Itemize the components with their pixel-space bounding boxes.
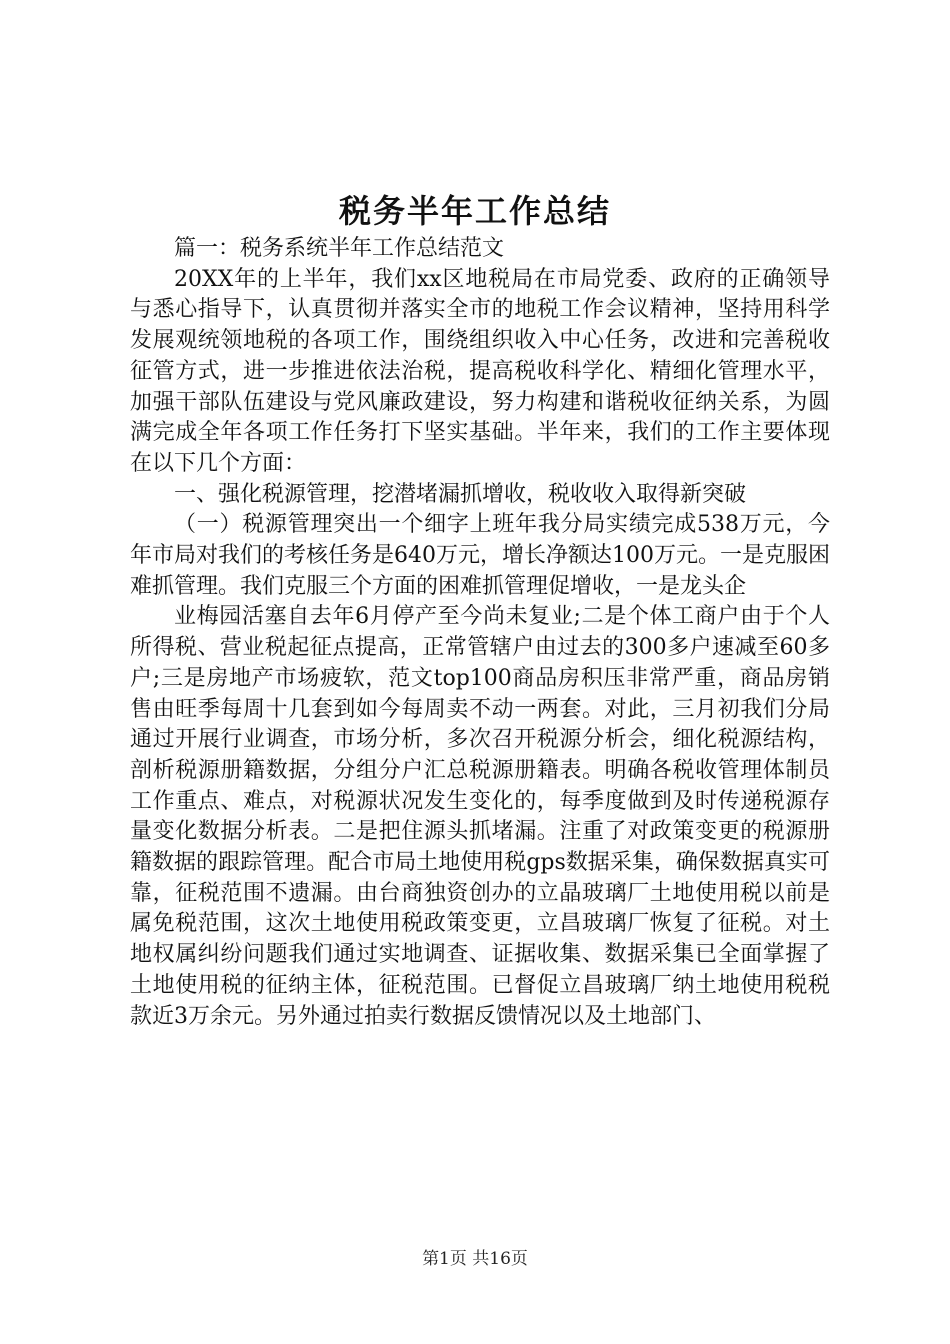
page-number-footer: 第1页 共16页 (422, 1249, 528, 1269)
paragraph-intro: 20XX年的上半年，我们xx区地税局在市局党委、政府的正确领导与悉心指导下，认真贯彻并落实全市的地税工作会议精神，坚持用科学发展观统领地税的各项工作，围绕组织收入中心任务，改进和完善税收征管方式，进一步推进依法治税，提高税收科学化、精细化管理水平，加强干部队伍建设与党风廉政建设，努力构建和谐税收征纳关系，为圆满完成全年各项工作任务打下坚实基础。半年来，我们的工作主要体现在以下几个方面： (130, 266, 830, 476)
paragraph-continued: 业梅园活塞自去年6月停产至今尚未复业;二是个体工商户由于个人所得税、营业税起征点提高，正常管辖户由过去的300多户速减至60多户;三是房地产市场疲软，范文top100商品房积压非常严重，商品房销售由旺季每周十几套到如今每周卖不动一两套。对此，三月初我们分局通过开展行业调查，市场分析，多次召开税源分析会，细化税源结构，剖析税源册籍数据，分组分户汇总税源册籍表。明确各税收管理体制员工作重点、难点，对税源状况发生变化的，每季度做到及时传递税源存量变化数据分析表。二是把住源头抓堵漏。注重了对政策变更的税源册籍数据的跟踪管理。配合市局土地使用税gps数据采集，确保数据真实可靠，征税范围不遗漏。由台商独资创办的立晶玻璃厂土地使用税以前是属免税范围，这次土地使用税政策变更，立昌玻璃厂恢复了征税。对土地权属纠纷问题我们通过实地调查、证据收集、数据采集已全面掌握了土地使用税的征纳主体，征税范围。已督促立昌玻璃厂纳土地使用税税款近3万余元。另外通过拍卖行数据反馈情况以及土地部门、 (130, 604, 830, 1029)
section-heading-2: 一、强化税源管理，挖潜堵漏抓增收，税收收入取得新突破 (174, 481, 747, 507)
document-title: 税务半年工作总结 (338, 192, 611, 230)
section-heading-1: 篇一：税务系统半年工作总结范文 (174, 236, 505, 261)
paragraph-subsection-1: （一）税源管理突出一个细字上班年我分局实绩完成538万元，今年市局对我们的考核任务是640万元，增长净额达100万元。一是克服困难抓管理。我们克服三个方面的困难抓管理促增收，一是龙头企 (130, 512, 830, 599)
document-body (130, 234, 830, 1032)
